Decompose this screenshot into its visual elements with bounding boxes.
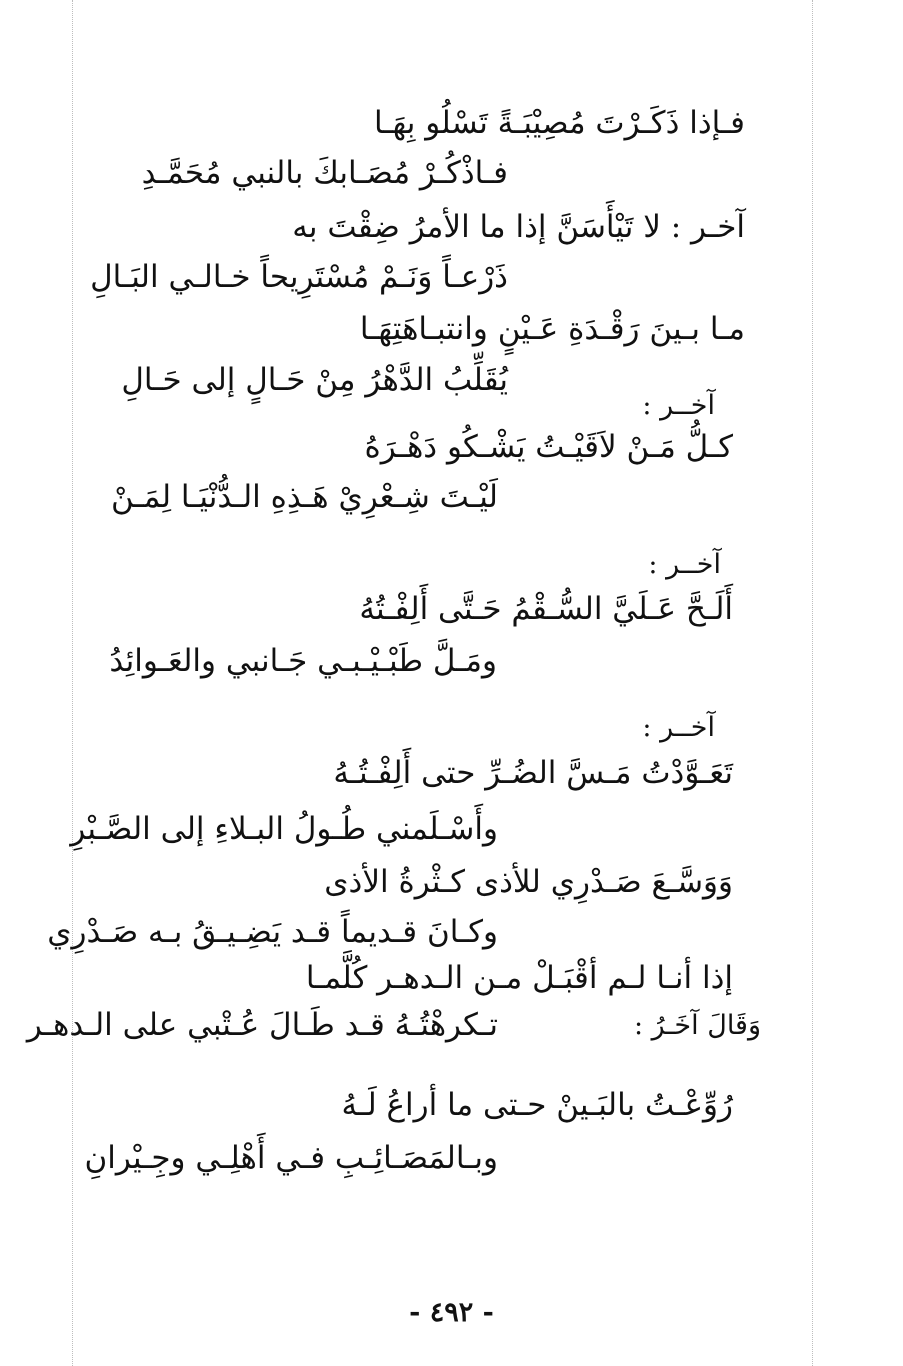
verse-17: رُوِّعْـتُ بالبَـينْ حـتى ما أراعُ لَـهُ [341, 1087, 733, 1123]
speaker-marker: وَقَالَ آخَـرُ : [633, 1010, 761, 1041]
verse-7: كـلُّ مَـنْ لاَقَيْـتُ يَشْـكُو دَهْـرَهُ [364, 429, 733, 465]
verse-16: تـكرهْتُـهُ قـد طَـالَ عُـتْبي على الـدهـر [26, 1007, 498, 1043]
verse-2: فـاذْكُـرْ مُصَـابكَ بالنبي مُحَمَّـدِ [141, 155, 508, 191]
verse-8: لَيْـتَ شِـعْرِيْ هَـذِهِ الـدُّنْيَـا لِمَـنْ [110, 479, 498, 515]
verse-15: إذا أنـا لـم أقْبَـلْ مـن الـدهـر كُلَّمـا [305, 960, 733, 996]
verse-10: ومَـلَّ طَبْـيْـبـي جَـانبي والعَـوائِدُ [109, 643, 497, 679]
verse-3: آخـر : لا تَيْأَسَنَّ إذا ما الأمرُ ضِقْتَ به [292, 209, 745, 245]
verse-12: وأَسْـلَمني طُـولُ البـلاءِ إلى الصَّـبْرِ [70, 811, 498, 847]
page-number: - ٤٩٢ - [409, 1297, 494, 1328]
right-margin-guide [812, 0, 813, 1366]
verse-1: فـإذا ذَكَـرْتَ مُصِيْبَـةً تَسْلُو بِهَـا [373, 105, 745, 141]
left-margin-guide [72, 0, 73, 1366]
verse-5: مـا بـينَ رَقْـدَةِ عَـيْنٍ وانتبـاهَتِهَـا [359, 311, 745, 347]
verse-18: وبـالمَصَـائِـبِ فـي أَهْلِـي وجِـيْرانِ [84, 1140, 498, 1176]
verse-14: وكـانَ قـديماً قـد يَضِـيـقُ بـه صَـدْرِي [47, 914, 498, 950]
speaker-marker: آخــر : [642, 390, 715, 421]
verse-9: أَلَـحَّ عَـلَيَّ السُّـقْمُ حَـتَّى أَلِفْـتُهُ [359, 591, 733, 627]
verse-13: وَوَسَّـعَ صَـدْرِي للأذى كـثْرةُ الأذى [324, 864, 733, 900]
verse-11: تَعَـوَّدْتُ مَـسَّ الضُـرِّ حتى أَلِفْـتُـهُ [333, 755, 733, 791]
speaker-marker: آخــر : [648, 549, 721, 580]
verse-6: يُقَلِّبُ الدَّهْرُ مِنْ حَـالٍ إلى حَـالِ [121, 362, 508, 398]
speaker-marker: آخــر : [642, 712, 715, 743]
verse-4: ذَرْعـاً وَنَـمْ مُسْتَرِيحاً خـالـي البَـالِ [90, 259, 508, 295]
